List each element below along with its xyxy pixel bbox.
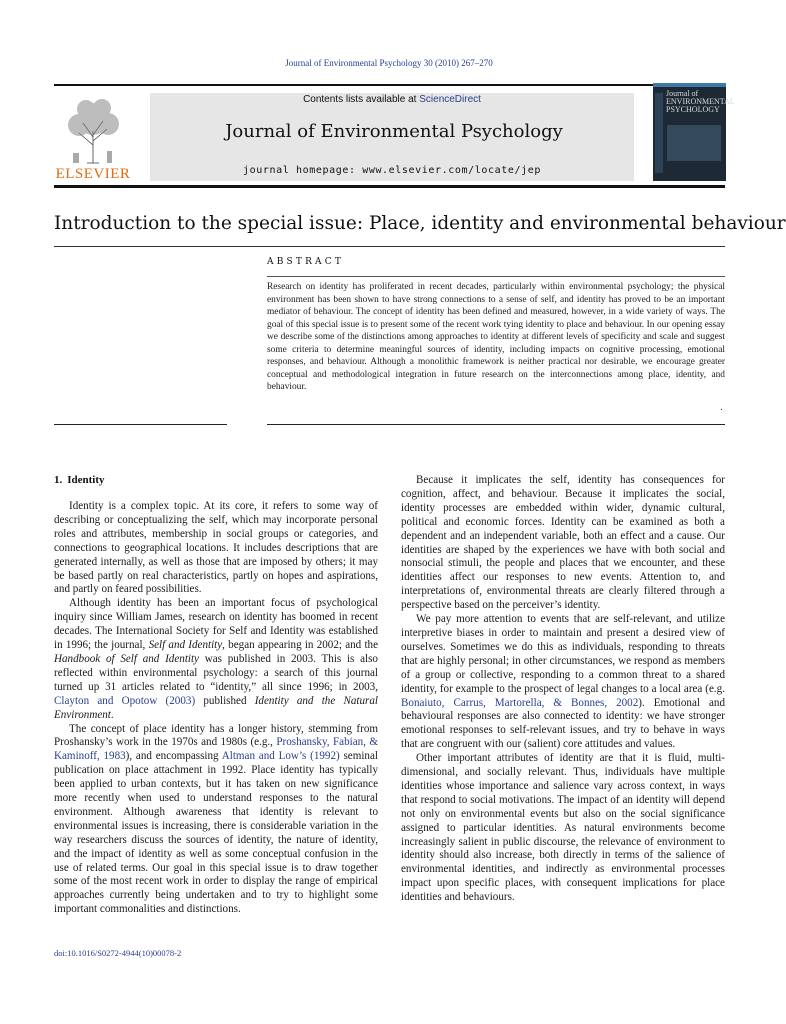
paragraph: Because it implicates the self, identity has consequences for cognition, affect, and behaviour. Because it implicates the social, identity processes are embedded within wider, dynamic cultural, political and economic forces. Identity can be examined as both a dependent and an independent variable, both an effect and a cause. Our identities are shaped by the experiences we have with both social and nonsocial stimuli, the people and places that we encounter, and these identities affect our responses to new events. Attention to, and interpretations of, environmental threats are clearly filtered through a perspective based on the perceiver’s identity. <box>401 474 725 612</box>
journal-cover-image <box>653 83 735 181</box>
paragraph-text: published <box>195 694 255 707</box>
paragraph-text: , began appearing in 2002; and the <box>222 639 378 652</box>
sciencedirect-link[interactable]: ScienceDirect <box>419 94 481 105</box>
citation-link[interactable]: Altman and Low’s (1992) <box>221 750 340 763</box>
header-top-rule <box>54 84 725 86</box>
paragraph-text: ). Emotional and behavioural responses are also connected to identity: we have stronger emotional responses to self-relevant issues, and try to behave in ways that are congruent with our (salient) core attitudes and values. <box>401 696 725 751</box>
citation-link[interactable]: Bonaiuto, Carrus, Martorella, & Bonnes, 2002 <box>401 696 639 709</box>
cover-artwork <box>667 125 721 161</box>
title-rule <box>54 246 725 247</box>
elsevier-wordmark: ELSEVIER <box>55 166 131 182</box>
cover-title: Journal of ENVIRONMENTAL PSYCHOLOGY <box>666 89 735 114</box>
header-bottom-rule <box>54 185 725 188</box>
paragraph-text: The concept of place identity has a longer history, stemming from Proshansky’s work in the 1970s and 1980s (e.g., <box>54 722 378 749</box>
abstract-trailing-mark: . <box>720 403 723 413</box>
citation-link[interactable]: Clayton and Opotow (2003) <box>54 694 196 707</box>
abstract-heading: ABSTRACT <box>267 257 345 267</box>
left-column <box>54 500 378 917</box>
paragraph <box>401 613 725 752</box>
abstract-rule <box>267 276 725 277</box>
paragraph-text: seminal publication on place attachment in 1992. Place identity has typically been applied to urban contexts, but it has taken on new significance more recently when used to understand responses to the natural environment. Although awareness that identity is relevant to environmental issues is increasing, there is considerable variation in the way researchers discuss the sources of identity, the nature of identity, and the impact of identity as well as some conceptual confusion in the use of related terms. Our goal in this special issue is to draw together some of the most recent work in order to display the range of empirical approaches currently being undertaken and to try to highlight some important commonalities and distinctions. <box>54 750 378 916</box>
abstract-bottom-rule <box>267 424 725 425</box>
doi-link[interactable]: doi:10.1016/S0272-4944(10)00078-2 <box>54 948 182 958</box>
paragraph: Identity is a complex topic. At its core, it refers to some way of describing or conceptualizing the self, which may incorporate personal roles and attributes, membership in social groups or categories, and connections to geographical locations. It includes descriptions that are generated internally, as well as those that are imposed by others; it may be based partly on real characteristics, partly on hopes and aspirations, and partly on feared possibilities. <box>54 500 378 596</box>
paragraph-text: Although identity has been an important focus of psychological inquiry since William James, research on identity has boomed in recent decades. The International Society for Self and Identity was established in 1996; the journal, <box>54 597 378 652</box>
abstract-text: Research on identity has proliferated in recent decades, particularly within environmental psychology; the physical environment has been shown to have strong connections to a sense of self, and identity has proved to be an important mediator of behaviour. The concept of identity has been defined and measured, however, in a wide variety of ways. The goal of this special issue is to present some of the recent work tying identity to place and behaviour. In our opening essay we describe some of the distinctions among approaches to identity at different levels of specificity and scale and suggest some criteria to determine meaningful sources of identity, including impacts on cognitive processing, emotional responses, and behaviour. Although a monolithic framework is neither practical nor desirable, we encourage greater conceptual and methodological integration in future research on the interconnections among place, identity, and behaviour. <box>267 282 725 392</box>
paragraph <box>54 723 378 918</box>
section-heading <box>54 474 105 486</box>
cover-spine <box>655 93 663 173</box>
contents-prefix: Contents lists available at <box>303 94 420 105</box>
italic-title: Identity and the Natural Environment <box>54 694 379 721</box>
italic-title: Self and Identity <box>148 639 223 652</box>
paragraph-text: . <box>110 708 114 721</box>
italic-title: Handbook of Self and Identity <box>54 652 199 665</box>
cover-band <box>653 83 726 87</box>
paragraph: Other important attributes of identity are that it is fluid, multi-dimensional, and socially relevant. Thus, individuals have multiple identities whose importance and salience vary across context, in ways that respond to social motivations. The impact of an identity will depend not only on environmental events but also on the social significance assigned to particular identities. As natural environments become increasingly salient in public discourse, the relevance of environment to identity should also increase, both directly in terms of the salience of environmental identities, and indirectly as environmental processes impact upon specific places, with consequent implications for place identities and behaviours. <box>401 752 725 904</box>
citation-link[interactable]: Proshansky, Fabian, & Kaminoff, 1983 <box>54 736 378 763</box>
article-info-rule <box>54 424 227 425</box>
journal-title: Journal of Environmental Psychology <box>225 121 563 142</box>
paragraph-text: ), and encompassing <box>125 750 222 763</box>
contents-line <box>150 94 634 105</box>
journal-citation[interactable]: Journal of Environmental Psychology 30 (2010) 267–270 <box>285 58 493 68</box>
paragraph-text: We pay more attention to events that are self-relevant, and utilize interpretive biases in order to maintain and present a desired view of ourselves. Sometimes we do this as individuals, responding to threats that are highly personal; in other circumstances, we respond as members of a group or collective, responding to a common threat to a shared identity, for example to the prospect of legal changes to a local area (e.g. <box>401 613 725 695</box>
paragraph-text: was published in 2003. This is also reflected within environmental psychology: a search of this journal turned up 31 articles related to “identity,” all since 1996; in 2003, <box>54 652 378 693</box>
paragraph <box>54 597 378 722</box>
right-column <box>401 474 725 905</box>
article-title: Introduction to the special issue: Place, identity and environmental behaviour <box>54 213 786 234</box>
section-number: 1. <box>54 474 63 486</box>
section-title: Identity <box>67 474 105 486</box>
journal-homepage[interactable]: journal homepage: www.elsevier.com/locate/jep <box>243 165 541 176</box>
